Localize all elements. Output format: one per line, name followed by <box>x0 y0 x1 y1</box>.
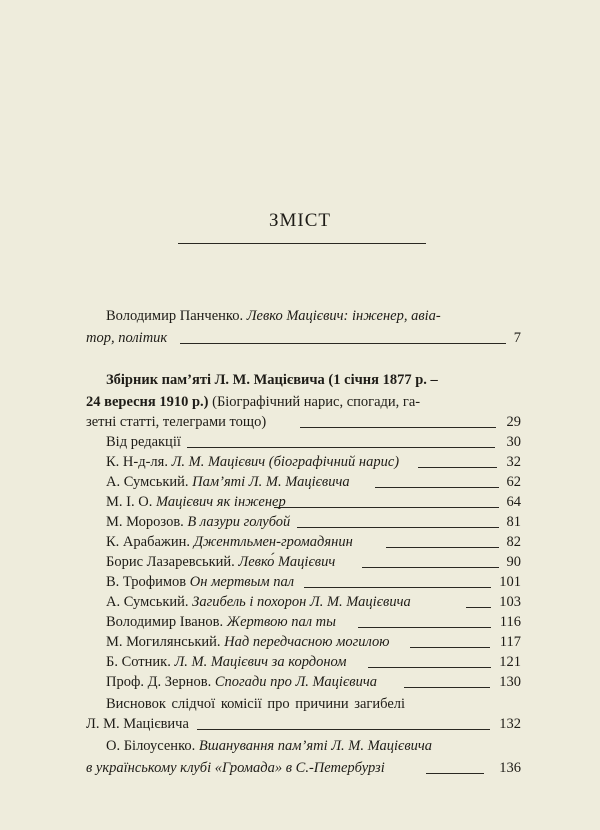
page-number: 64 <box>506 494 521 510</box>
entry-author: Від редакції <box>106 434 181 450</box>
toc-entry <box>0 471 600 493</box>
toc-entry <box>0 491 600 513</box>
entry-title: Вшанування пам’яті Л. М. Мацієвича <box>198 738 433 754</box>
leader-line <box>368 667 491 668</box>
toc-entry <box>0 651 600 673</box>
toc-entry-collection-cont <box>0 391 600 413</box>
leader-line <box>304 587 491 588</box>
toc-entry <box>0 451 600 473</box>
leader-line <box>180 343 506 344</box>
leader-line <box>426 773 484 774</box>
page-number: 121 <box>499 654 521 670</box>
leader-line <box>300 427 496 428</box>
toc-entry <box>0 431 600 453</box>
leader-line <box>362 567 499 568</box>
entry-author: М. І. О. <box>106 494 156 510</box>
entry-title: Жертвою пал ты <box>226 614 336 630</box>
toc-entry-bilousenko-cont <box>0 757 600 779</box>
entry-author: В. Трофимов <box>106 574 190 590</box>
toc-entry-panchenko-cont <box>0 327 600 349</box>
entry-title: Л. М. Мацієвич (біографічний нарис) <box>171 454 400 470</box>
entry-author: А. Сумський. <box>106 474 193 490</box>
entry-author: А. Сумський. <box>106 594 193 610</box>
leader-line <box>187 447 495 448</box>
entry-title: Мацієвич як інженер <box>155 494 286 510</box>
entry-author-cont: Л. М. Мацієвича <box>86 716 189 732</box>
page-number: 62 <box>506 474 521 490</box>
entry-title: Левко Мацієвич: інженер, авіа- <box>246 308 441 324</box>
toc-entry-collection-cont2 <box>0 411 600 433</box>
entry-title-cont: тор, політик <box>86 330 168 346</box>
entry-author: М. Могилянський. <box>106 634 225 650</box>
entry-bold-title-cont: 24 вересня 1910 р.) <box>86 394 209 410</box>
entry-bold-title: Збірник пам’яті Л. М. Мацієвича (1 січня 1877 р. – <box>106 372 438 388</box>
entry-author: Борис Лазаревський. <box>106 554 239 570</box>
entry-author: М. Морозов. <box>106 514 188 530</box>
entry-description-cont: зетні статті, телеграми тощо) <box>86 414 267 430</box>
toc-entry <box>0 551 600 573</box>
entry-author: Б. Сотник. <box>106 654 175 670</box>
entry-title: Загибель і похорон Л. М. Мацієвича <box>192 594 411 610</box>
entry-title: Л. М. Мацієвич за кордоном <box>174 654 347 670</box>
page-number: 7 <box>513 330 521 346</box>
leader-line <box>274 507 499 508</box>
entry-title: Пам’яті Л. М. Мацієвича <box>192 474 350 490</box>
toc-entry <box>0 693 600 715</box>
entry-title: Он мертвым пал <box>189 574 295 590</box>
page-number: 29 <box>506 414 521 430</box>
leader-line <box>197 729 490 730</box>
title-rule <box>178 243 426 244</box>
entry-author: К. Н-д-ля. <box>106 454 172 470</box>
page-number: 136 <box>499 760 521 776</box>
leader-line <box>410 647 490 648</box>
entry-title: Джентльмен-громадянин <box>193 534 353 550</box>
page-number: 90 <box>506 554 521 570</box>
entry-author: К. Арабажин. <box>106 534 194 550</box>
leader-line <box>418 467 497 468</box>
entry-author: Володимир Іванов. <box>106 614 227 630</box>
entry-title: Спогади про Л. Мацієвича <box>214 674 377 690</box>
page-number: 82 <box>506 534 521 550</box>
toc-entry <box>0 531 600 553</box>
page-number: 132 <box>499 716 521 732</box>
entry-title: Над передчасною могилою <box>224 634 390 650</box>
toc-entry-panchenko <box>0 305 600 327</box>
leader-line <box>466 607 491 608</box>
toc-entry <box>0 511 600 533</box>
page-number: 117 <box>499 634 521 650</box>
page-number: 116 <box>499 614 521 630</box>
toc-entry <box>0 611 600 633</box>
toc-entry <box>0 671 600 693</box>
toc-entry-cont <box>0 713 600 735</box>
entry-author: О. Білоусенко. <box>106 738 199 754</box>
page-number: 101 <box>499 574 521 590</box>
page-number: 103 <box>499 594 521 610</box>
leader-line <box>375 487 499 488</box>
page-title: ЗМІСТ <box>268 210 332 231</box>
entry-description: (Біографічний нарис, спогади, га- <box>208 394 421 410</box>
page-number: 130 <box>499 674 521 690</box>
page-number: 81 <box>506 514 521 530</box>
page-number: 32 <box>506 454 521 470</box>
toc-entry-bilousenko <box>0 735 600 757</box>
leader-line <box>404 687 490 688</box>
leader-line <box>297 527 499 528</box>
toc-entry <box>0 631 600 653</box>
entry-title: В лазури голубой <box>187 514 291 530</box>
toc-entry <box>0 591 600 613</box>
entry-title-cont: в українському клубі «Громада» в С.-Петербурзі <box>86 760 385 776</box>
entry-author: Висновок слідчої комісії про причини загибелі <box>106 696 406 712</box>
leader-line <box>386 547 499 548</box>
entry-author: Володимир Панченко. <box>106 308 247 324</box>
leader-line <box>358 627 491 628</box>
entry-author: Проф. Д. Зернов. <box>106 674 215 690</box>
page-number: 30 <box>506 434 521 450</box>
toc-entry-collection <box>0 369 600 391</box>
entry-title: Левко́ Мацієвич <box>238 554 336 570</box>
toc-entry <box>0 571 600 593</box>
